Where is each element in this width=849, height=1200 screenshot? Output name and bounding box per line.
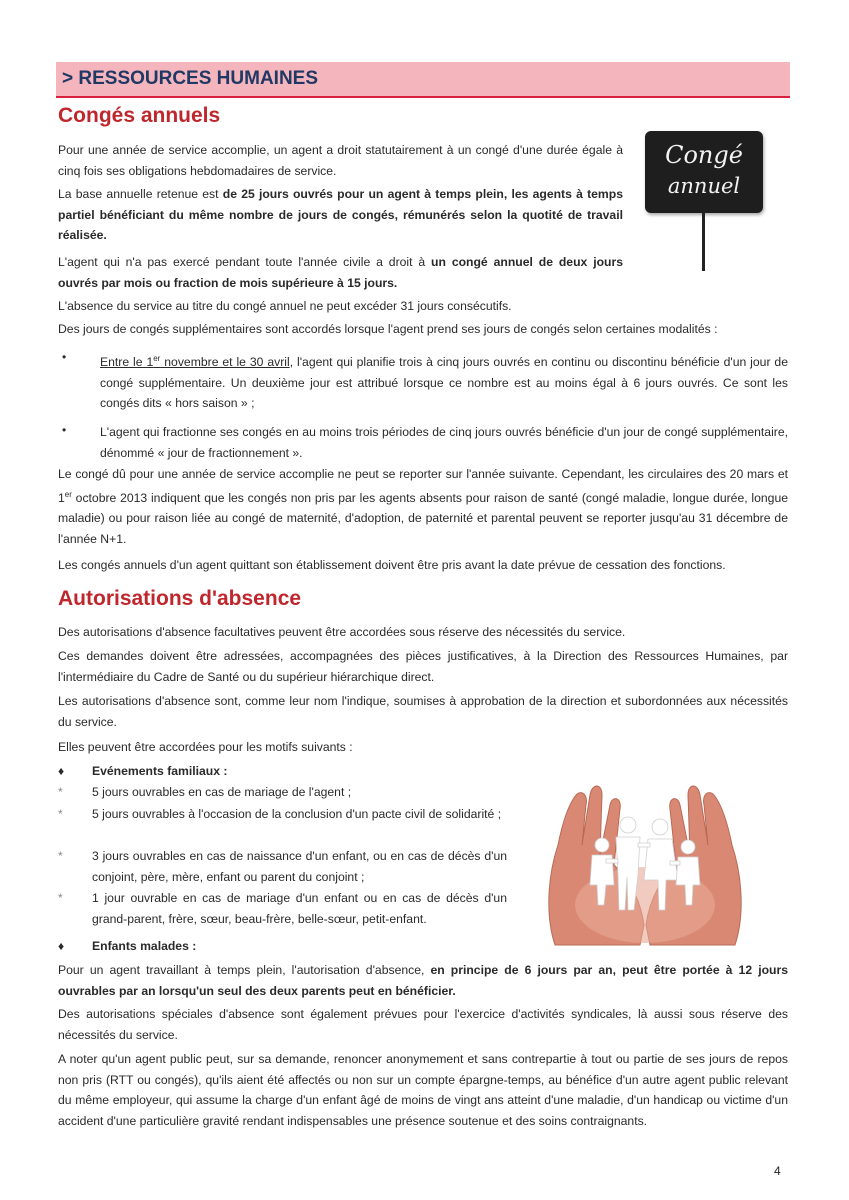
sign-stick bbox=[702, 211, 705, 271]
diamond-bullet-icon: ♦ bbox=[58, 764, 65, 778]
conges-paragraph-6: Le congé dû pour une année de service accomplie ne peut se reporter sur l'année suivante. Cependant, les circulaires des 20 mars et 1er octobre 2013 indiquent que les congés non pris par les agents absents pour raison de santé (congé maladie, longue durée, longue maladie) ou pour raison liée au congé de maternité, d'adoption, de paternité et parental peuvent se reporter jusqu'au 31 décembre de l'année N+1. bbox=[58, 467, 788, 546]
bullet-icon: • bbox=[62, 350, 67, 364]
sign-text-line-1: Congé bbox=[665, 141, 743, 169]
star-bullet-icon: * bbox=[58, 807, 63, 821]
conges-list-item-2: L'agent qui fractionne ses congés en au moins trois périodes de cinq jours ouvrés bénéficie d'un jour de congé supplémentaire, dénommé « jour de fractionnement ». bbox=[100, 425, 788, 460]
star-bullet-icon: * bbox=[58, 785, 63, 799]
page-number: 4 bbox=[774, 1164, 781, 1178]
diamond-bullet-icon: ♦ bbox=[58, 939, 65, 953]
enfants-malades-paragraph: Pour un agent travaillant à temps plein, l'autorisation d'absence, en principe de 6 jours par an, peut être portée à 12 jours ouvrables par an lorsqu'un seul des deux parents peut en bénéficier. bbox=[58, 963, 788, 998]
evenement-item-3: 3 jours ouvrables en cas de naissance d'un enfant, ou en cas de décès d'un conjoint, père, mère, enfant ou parent du conjoint ; bbox=[92, 849, 507, 884]
hands-with-paper-family-image bbox=[540, 765, 750, 950]
autorisations-paragraph-7: A noter qu'un agent public peut, sur sa demande, renoncer anonymement et sans contrepartie à tout ou partie de ses jours de repos non pris (RTT ou congés), qu'ils aient été affectés ou non sur un compte épargne-temps, au bénéfice d'un autre agent public relevant du même employeur, qui assume la charge d'un enfant âgé de moins de vingt ans atteint d'une maladie, d'un handicap ou victime d'un accident d'une particulière gravité rendant indispensables une présence soutenue et des soins contraignants. bbox=[58, 1052, 788, 1128]
evenement-item-2: 5 jours ouvrables à l'occasion de la conclusion d'un pacte civil de solidarité ; bbox=[92, 807, 502, 821]
section-banner bbox=[56, 62, 790, 98]
banner-title: > RESSOURCES HUMAINES bbox=[62, 68, 319, 89]
autorisations-paragraph-2: Ces demandes doivent être adressées, accompagnées des pièces justificatives, à la Direction des Ressources Humaines, par l'intermédiaire du Cadre de Santé ou du supérieur hiérarchique direct. bbox=[58, 649, 788, 684]
autorisations-paragraph-6: Des autorisations spéciales d'absence sont également prévues pour l'exercice d'activités syndicales, là aussi sous réserve des nécessités du service. bbox=[58, 1007, 788, 1042]
autorisations-heading: Autorisations d'absence bbox=[58, 587, 302, 610]
evenements-familiaux-title: Evénements familiaux : bbox=[92, 764, 228, 778]
conges-paragraph-3: L'agent qui n'a pas exercé pendant toute l'année civile a droit à un congé annuel de deux jours ouvrés par mois ou fraction de mois supérieure à 15 jours. bbox=[58, 255, 623, 290]
sign-text-line-2: annuel bbox=[667, 174, 741, 198]
bullet-icon: • bbox=[62, 423, 67, 437]
chalkboard bbox=[645, 131, 763, 213]
evenement-item-1: 5 jours ouvrables en cas de mariage de l'agent ; bbox=[92, 785, 352, 799]
conges-paragraph-7: Les congés annuels d'un agent quittant son établissement doivent être pris avant la date prévue de cessation des fonctions. bbox=[58, 558, 726, 572]
enfants-malades-title: Enfants malades : bbox=[92, 939, 197, 953]
conge-annuel-sign-image bbox=[645, 131, 765, 276]
conges-paragraph-2: La base annuelle retenue est de 25 jours ouvrés pour un agent à temps plein, les agents à temps partiel bénéficiant du même nombre de jours de congés, rémunérés selon la quotité de travail réalisée. bbox=[58, 187, 623, 242]
autorisations-paragraph-3: Les autorisations d'absence sont, comme leur nom l'indique, soumises à approbation de la direction et subordonnées aux nécessités du service. bbox=[58, 694, 788, 729]
conges-paragraph-4: L'absence du service au titre du congé annuel ne peut excéder 31 jours consécutifs. bbox=[58, 299, 512, 313]
star-bullet-icon: * bbox=[58, 849, 63, 863]
evenement-item-4: 1 jour ouvrable en cas de mariage d'un enfant ou en cas de décès d'un grand-parent, frère, sœur, beau-frère, belle-sœur, petit-enfant. bbox=[92, 891, 507, 926]
star-bullet-icon: * bbox=[58, 891, 63, 905]
conges-paragraph-5: Des jours de congés supplémentaires sont accordés lorsque l'agent prend ses jours de congés selon certaines modalités : bbox=[58, 322, 718, 336]
autorisations-paragraph-4: Elles peuvent être accordées pour les motifs suivants : bbox=[58, 740, 353, 754]
conges-paragraph-1: Pour une année de service accomplie, un agent a droit statutairement à un congé d'une durée égale à cinq fois ses obligations hebdomadaires de service. bbox=[58, 143, 623, 178]
conges-annuels-heading: Congés annuels bbox=[58, 104, 221, 127]
autorisations-paragraph-1: Des autorisations d'absence facultatives peuvent être accordées sous réserve des nécessités du service. bbox=[58, 625, 626, 639]
conges-list-item-1: Entre le 1er novembre et le 30 avril, l'agent qui planifie trois à cinq jours ouvrés en continu ou discontinu bénéficie d'un jour de congé supplémentaire. Un deuxième jour est attribué lorsque ce nombre est au moins égal à 6 jours ouvrés. Ce sont les congés dits « hors saison » ; bbox=[100, 354, 788, 411]
